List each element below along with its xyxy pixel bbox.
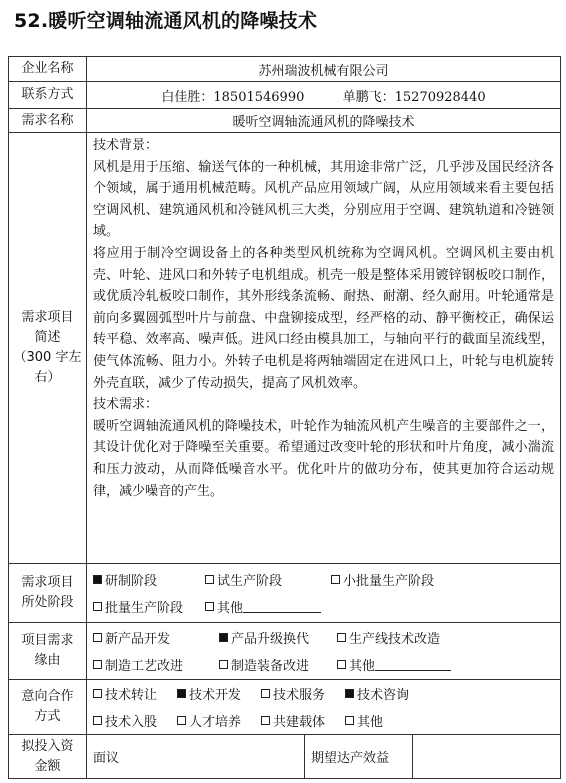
stage-option-other[interactable]: 其他 [205,597,321,616]
stage-label-line: 所处阶段 [21,595,74,610]
origin-option-equipment[interactable]: 制造装备改进 [219,655,337,674]
coop-option-other[interactable]: 其他 [345,711,383,730]
coop-option-transfer[interactable]: 技术转让 [93,684,177,703]
coop-option-equity[interactable]: 技术入股 [93,711,177,730]
coop-label-line: 意向合作 [21,689,74,704]
need-paragraph: 暖听空调轴流通风机的降噪技术，叶轮作为轴流风机产生噪音的主要部件之一，其设计优化对于降噪至关重要。希望通过改变叶轮的形状和叶片角度，减小湍流和压力波动，从而降低噪音水平。优化叶片的做功分布，使其更加符合运动规律，减少噪音的产生。 [93,418,554,499]
invest-label-line: 拟投入资 [21,738,74,754]
background-heading: 技术背景： [93,138,159,153]
row-description [9,133,561,564]
checkbox-icon [331,575,340,584]
checkbox-checked-icon [345,689,354,698]
invest-label-line: 金额 [34,758,61,774]
row-need-name [9,109,561,133]
description-label-line: 简述 [34,330,61,345]
coop-label-line: 方式 [34,709,61,724]
stage-label [9,564,87,623]
origin-label-line: 项目需求 [21,633,74,648]
contact-person-2: 单鹏飞：15270928440 [342,89,486,105]
origin-option-upgrade[interactable]: 产品升级换代 [219,628,337,647]
stage-option-small-batch[interactable]: 小批量生产阶段 [331,570,434,589]
checkbox-icon [93,633,102,642]
background-paragraph: 将应用于制冷空调设备上的各种类型风机统称为空调风机。空调风机主要由机壳、叶轮、进风口和外转子电机组成。机壳一般是整体采用镀锌钢板咬口制作，或优质冷轧板咬口制作，其外形线条流畅、耐热、耐潮、经久耐用。叶轮通常是前向多翼圆弧型叶片与前盘、中盘铆接成型，经严格的动、静平衡校正，确保运转平稳、效率高、噪声低。进风口经由模具加工，与轴向平行的截面呈流线型，使气体流畅、阻力小。外转子电机是将两轴端固定在进风口上，叶轮与电机旋转外壳直联，减少了传动损失，提高了风机效率。 [93,245,554,391]
checkbox-icon [93,716,102,725]
coop-option-development[interactable]: 技术开发 [177,684,261,703]
stage-options [87,564,561,623]
company-label: 企业名称 [9,57,87,82]
origin-option-other[interactable]: 其他 [337,655,451,674]
requirement-form [8,56,561,779]
checkbox-icon [261,716,270,725]
invest-label [9,735,87,779]
checkbox-icon [93,689,102,698]
row-origin [9,623,561,680]
checkbox-icon [345,716,354,725]
description-label-line: 需求项目 [21,310,74,325]
description-text [87,133,561,564]
stage-option-mass[interactable]: 批量生产阶段 [93,597,205,616]
benefit-value[interactable] [413,735,561,779]
other-blank-line[interactable] [243,600,321,613]
checkbox-icon [205,575,214,584]
origin-label-line: 缘由 [34,653,61,668]
origin-option-process[interactable]: 制造工艺改进 [93,655,219,674]
coop-label [9,680,87,735]
coop-option-carrier[interactable]: 共建载体 [261,711,345,730]
stage-option-research[interactable]: 研制阶段 [93,570,205,589]
checkbox-icon [261,689,270,698]
checkbox-icon [219,660,228,669]
contact-value [87,82,561,109]
checkbox-checked-icon [219,633,228,642]
checkbox-icon [177,716,186,725]
need-heading: 技术需求： [93,397,159,413]
row-coop [9,680,561,735]
checkbox-icon [337,660,346,669]
page-title: 52.暖听空调轴流通风机的降噪技术 [14,10,318,32]
contact-label: 联系方式 [9,82,87,109]
origin-option-new-product[interactable]: 新产品开发 [93,628,219,647]
need-name-label: 需求名称 [9,109,87,133]
row-stage [9,564,561,623]
coop-option-consulting[interactable]: 技术咨询 [345,684,409,703]
checkbox-icon [337,633,346,642]
origin-options [87,623,561,680]
origin-option-line-retrofit[interactable]: 生产线技术改造 [337,628,440,647]
row-company [9,57,561,82]
stage-label-line: 需求项目 [21,575,74,590]
checkbox-icon [93,602,102,611]
checkbox-checked-icon [177,689,186,698]
coop-option-service[interactable]: 技术服务 [261,684,345,703]
origin-label [9,623,87,680]
row-contact [9,82,561,109]
checkbox-icon [93,660,102,669]
checkbox-icon [205,602,214,611]
stage-option-trial[interactable]: 试生产阶段 [205,570,331,589]
description-label [9,133,87,564]
other-blank-line[interactable] [375,658,451,671]
need-name-value: 暖听空调轴流通风机的降噪技术 [87,109,561,133]
checkbox-checked-icon [93,575,102,584]
coop-options [87,680,561,735]
contact-person-1: 白佳胜：18501546990 [161,89,305,105]
invest-value: 面议 [87,735,305,779]
row-invest [9,735,561,779]
description-label-line: 右） [34,370,61,385]
description-label-line: （300 字左 [13,350,82,365]
company-value: 苏州瑞波机械有限公司 [87,57,561,82]
background-paragraph: 风机是用于压缩、输送气体的一种机械，其用途非常广泛，几乎涉及国民经济各个领域，属于通用机械范畴。风机产品应用领域广阔，从应用领域来看主要包括空调风机、建筑通风机和冷链风机三大类，分别应用于空调、建筑轨道和冷链领域。 [93,159,554,240]
benefit-label: 期望达产效益 [305,735,413,779]
coop-option-talent[interactable]: 人才培养 [177,711,261,730]
